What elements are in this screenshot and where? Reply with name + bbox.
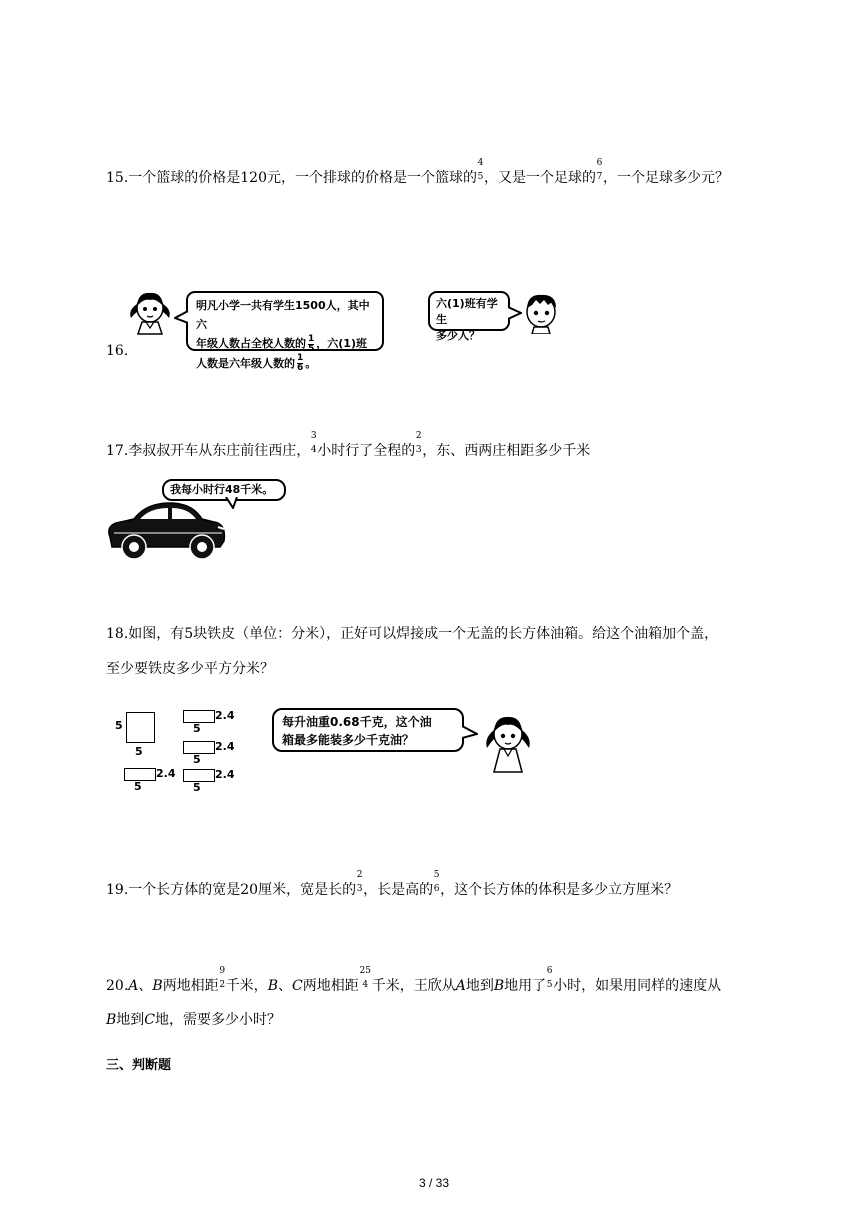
question-17: 17.李叔叔开车从东庄前往西庄， 3 4 小时行了全程的 2 3 ，东、西两庄相距多少千米 <box>106 431 591 459</box>
section-heading: 三、判断题 <box>106 1058 172 1073</box>
question-18-line-2: 至少要铁皮多少平方分米？ <box>106 661 274 677</box>
car-icon <box>104 497 228 563</box>
question-20-line-2: B地到C地，需要多少小时？ <box>106 1012 282 1028</box>
dimension-label: 2.4 <box>215 740 235 753</box>
dimension-label: 5 <box>193 781 201 794</box>
fraction: 5 6 <box>433 870 440 894</box>
bubble-tail-icon <box>174 310 188 324</box>
question-20-line-1: 20.A、B两地相距 9 2 千米，B、C两地相距 25 4 千米，王欣从A地到B地用了 6 5 小时，如果用同样的速度从 <box>106 966 722 994</box>
dimension-label: 5 <box>193 753 201 766</box>
girl-illustration-icon <box>120 288 180 338</box>
speech-bubble-speed: 我每小时行48千米。 <box>162 479 286 501</box>
dimension-label: 5 <box>134 780 142 793</box>
dimension-label: 5 <box>193 722 201 735</box>
iron-sheet-square <box>126 712 155 743</box>
speech-bubble-problem: 明凡小学一共有学生1500人，其中六 年级人数占全校人数的 $\frac{1}{5}$ ，六(1)班 人数是六年级人数的 $\frac{1}{6}$ 。 <box>186 291 384 351</box>
fraction: 4 5 <box>477 158 484 182</box>
question-15: 15.一个篮球的价格是120元，一个排球的价格是一个篮球的 4 5 ，又是一个足球的 6 7 ，一个足球多少元？ <box>106 158 729 186</box>
speech-bubble-oil: 每升油重0.68千克，这个油 箱最多能装多少千克油？ <box>272 708 464 752</box>
fraction: 3 4 <box>310 431 317 455</box>
boy-illustration-icon <box>518 290 564 334</box>
fraction: 6 5 <box>546 966 553 990</box>
fraction: 25 4 <box>359 966 371 990</box>
question-18-line-1: 18.如图，有5块铁皮（单位：分米），正好可以焊接成一个无盖的长方体油箱。给这个油箱加个盖， <box>106 626 719 642</box>
page-number: 3 / 33 <box>418 1176 450 1190</box>
dimension-label: 2.4 <box>215 709 235 722</box>
bubble-tail-icon <box>462 725 478 739</box>
fraction: 2 3 <box>415 431 422 455</box>
question-19: 19.一个长方体的宽是20厘米，宽是长的 2 3 ，长是高的 5 6 ，这个长方体的体积是多少立方厘米？ <box>106 870 679 898</box>
dimension-label: 5 <box>115 719 123 732</box>
fraction: 9 2 <box>219 966 226 990</box>
speech-bubble-question: 六(1)班有学生 多少人？ <box>428 291 510 331</box>
question-16-number: 16. <box>106 343 129 359</box>
fraction: 2 3 <box>356 870 363 894</box>
fraction: 6 7 <box>596 158 603 182</box>
dimension-label: 5 <box>135 745 143 758</box>
dimension-label: 2.4 <box>215 768 235 781</box>
girl-illustration-icon <box>478 712 538 776</box>
fraction: $\frac{1}{5}$ <box>308 333 315 354</box>
fraction: $\frac{1}{6}$ <box>297 353 304 373</box>
dimension-label: 2.4 <box>156 767 176 780</box>
